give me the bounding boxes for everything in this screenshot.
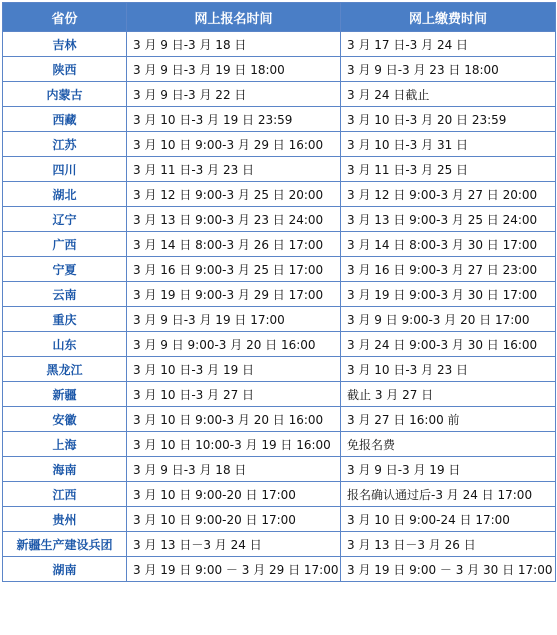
province-cell: 黑龙江 <box>3 357 127 382</box>
column-header-province: 省份 <box>3 3 127 32</box>
province-cell: 湖北 <box>3 182 127 207</box>
province-cell: 四川 <box>3 157 127 182</box>
registration-time-cell: 3 月 14 日 8:00-3 月 26 日 17:00 <box>127 232 341 257</box>
payment-time-cell: 3 月 13 日 9:00-3 月 25 日 24:00 <box>341 207 556 232</box>
registration-time-cell: 3 月 11 日-3 月 23 日 <box>127 157 341 182</box>
registration-time-cell: 3 月 13 日－3 月 24 日 <box>127 532 341 557</box>
payment-time-cell: 3 月 11 日-3 月 25 日 <box>341 157 556 182</box>
province-cell: 西藏 <box>3 107 127 132</box>
table-row <box>3 557 556 582</box>
province-cell: 陕西 <box>3 57 127 82</box>
table-row <box>3 107 556 132</box>
schedule-table <box>2 2 556 582</box>
payment-time-cell: 截止 3 月 27 日 <box>341 382 556 407</box>
payment-time-cell: 3 月 9 日-3 月 19 日 <box>341 457 556 482</box>
table-row <box>3 257 556 282</box>
registration-time-cell: 3 月 9 日-3 月 19 日 17:00 <box>127 307 341 332</box>
payment-time-cell: 3 月 16 日 9:00-3 月 27 日 23:00 <box>341 257 556 282</box>
column-header-payment-time: 网上缴费时间 <box>341 3 556 32</box>
registration-time-cell: 3 月 19 日 9:00 － 3 月 29 日 17:00 <box>127 557 341 582</box>
province-cell: 新疆 <box>3 382 127 407</box>
province-cell: 湖南 <box>3 557 127 582</box>
province-cell: 江苏 <box>3 132 127 157</box>
table-body <box>3 32 556 582</box>
table-row <box>3 32 556 57</box>
payment-time-cell: 3 月 13 日－3 月 26 日 <box>341 532 556 557</box>
header-row <box>3 3 556 32</box>
payment-time-cell: 3 月 10 日 9:00-24 日 17:00 <box>341 507 556 532</box>
payment-time-cell: 3 月 12 日 9:00-3 月 27 日 20:00 <box>341 182 556 207</box>
registration-time-cell: 3 月 9 日-3 月 18 日 <box>127 457 341 482</box>
registration-time-cell: 3 月 16 日 9:00-3 月 25 日 17:00 <box>127 257 341 282</box>
table-row <box>3 482 556 507</box>
payment-time-cell: 3 月 17 日-3 月 24 日 <box>341 32 556 57</box>
province-cell: 宁夏 <box>3 257 127 282</box>
registration-time-cell: 3 月 12 日 9:00-3 月 25 日 20:00 <box>127 182 341 207</box>
province-cell: 云南 <box>3 282 127 307</box>
registration-time-cell: 3 月 9 日-3 月 18 日 <box>127 32 341 57</box>
province-cell: 贵州 <box>3 507 127 532</box>
payment-time-cell: 免报名费 <box>341 432 556 457</box>
payment-time-cell: 3 月 24 日截止 <box>341 82 556 107</box>
table-row <box>3 332 556 357</box>
payment-time-cell: 3 月 9 日 9:00-3 月 20 日 17:00 <box>341 307 556 332</box>
registration-time-cell: 3 月 10 日-3 月 19 日 <box>127 357 341 382</box>
province-cell: 吉林 <box>3 32 127 57</box>
table-row <box>3 157 556 182</box>
table-row <box>3 207 556 232</box>
table-row <box>3 507 556 532</box>
province-cell: 广西 <box>3 232 127 257</box>
registration-time-cell: 3 月 10 日 9:00-20 日 17:00 <box>127 482 341 507</box>
payment-time-cell: 报名确认通过后-3 月 24 日 17:00 <box>341 482 556 507</box>
province-cell: 海南 <box>3 457 127 482</box>
table-row <box>3 382 556 407</box>
table-row <box>3 457 556 482</box>
registration-time-cell: 3 月 10 日 9:00-20 日 17:00 <box>127 507 341 532</box>
registration-time-cell: 3 月 10 日-3 月 27 日 <box>127 382 341 407</box>
table-row <box>3 407 556 432</box>
registration-time-cell: 3 月 9 日-3 月 22 日 <box>127 82 341 107</box>
province-cell: 上海 <box>3 432 127 457</box>
payment-time-cell: 3 月 10 日-3 月 20 日 23:59 <box>341 107 556 132</box>
province-cell: 安徽 <box>3 407 127 432</box>
table-row <box>3 232 556 257</box>
column-header-registration-time: 网上报名时间 <box>127 3 341 32</box>
table-row <box>3 307 556 332</box>
table-row <box>3 182 556 207</box>
registration-time-cell: 3 月 13 日 9:00-3 月 23 日 24:00 <box>127 207 341 232</box>
registration-time-cell: 3 月 9 日-3 月 19 日 18:00 <box>127 57 341 82</box>
payment-time-cell: 3 月 19 日 9:00-3 月 30 日 17:00 <box>341 282 556 307</box>
payment-time-cell: 3 月 24 日 9:00-3 月 30 日 16:00 <box>341 332 556 357</box>
registration-time-cell: 3 月 19 日 9:00-3 月 29 日 17:00 <box>127 282 341 307</box>
province-cell: 江西 <box>3 482 127 507</box>
table-row <box>3 82 556 107</box>
registration-time-cell: 3 月 10 日 9:00-3 月 20 日 16:00 <box>127 407 341 432</box>
payment-time-cell: 3 月 19 日 9:00 － 3 月 30 日 17:00 <box>341 557 556 582</box>
payment-time-cell: 3 月 9 日-3 月 23 日 18:00 <box>341 57 556 82</box>
registration-time-cell: 3 月 10 日 10:00-3 月 19 日 16:00 <box>127 432 341 457</box>
payment-time-cell: 3 月 27 日 16:00 前 <box>341 407 556 432</box>
table-row <box>3 532 556 557</box>
payment-time-cell: 3 月 14 日 8:00-3 月 30 日 17:00 <box>341 232 556 257</box>
province-cell: 新疆生产建设兵团 <box>3 532 127 557</box>
province-cell: 山东 <box>3 332 127 357</box>
table-row <box>3 282 556 307</box>
registration-time-cell: 3 月 10 日-3 月 19 日 23:59 <box>127 107 341 132</box>
table-row <box>3 57 556 82</box>
payment-time-cell: 3 月 10 日-3 月 23 日 <box>341 357 556 382</box>
province-cell: 重庆 <box>3 307 127 332</box>
table-row <box>3 432 556 457</box>
registration-time-cell: 3 月 9 日 9:00-3 月 20 日 16:00 <box>127 332 341 357</box>
payment-time-cell: 3 月 10 日-3 月 31 日 <box>341 132 556 157</box>
table-row <box>3 357 556 382</box>
registration-time-cell: 3 月 10 日 9:00-3 月 29 日 16:00 <box>127 132 341 157</box>
province-cell: 内蒙古 <box>3 82 127 107</box>
table-row <box>3 132 556 157</box>
province-cell: 辽宁 <box>3 207 127 232</box>
